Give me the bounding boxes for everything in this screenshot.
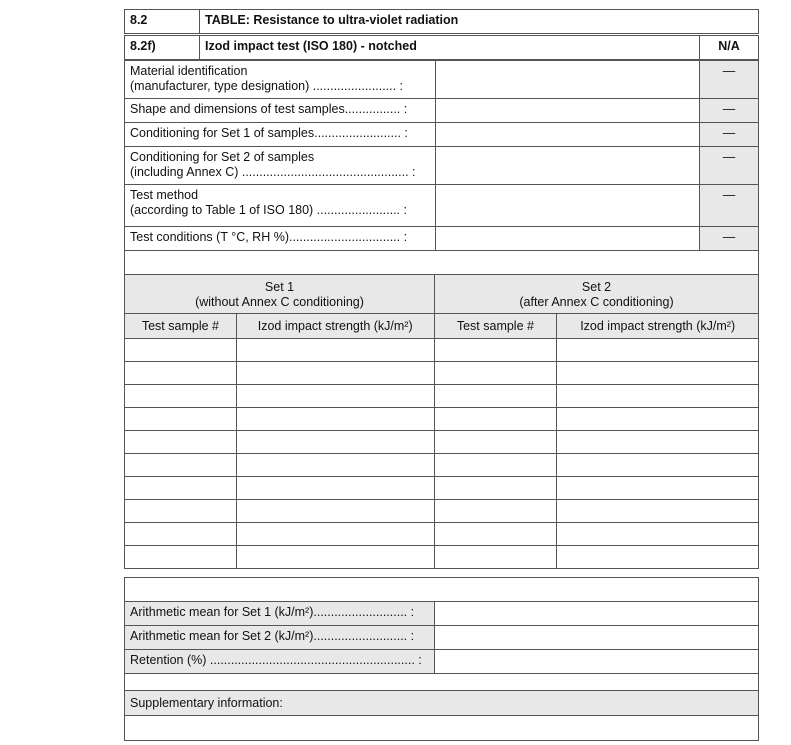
table-cell[interactable] <box>434 523 557 546</box>
col-header-sample-set2: Test sample # <box>434 314 557 339</box>
table-row <box>125 454 759 477</box>
table-cell[interactable] <box>557 523 759 546</box>
info-verdict: — <box>699 122 759 147</box>
info-label: Test conditions (T °C, RH %)................................ : <box>124 226 436 251</box>
results-header-row <box>125 314 759 339</box>
spacer-row <box>124 577 759 602</box>
table-cell[interactable] <box>125 454 237 477</box>
table-row <box>125 500 759 523</box>
subsection-number: 8.2f) <box>124 35 200 60</box>
table-cell[interactable] <box>236 477 434 500</box>
supplementary-field[interactable] <box>124 715 759 741</box>
supplementary-label: Supplementary information: <box>124 690 759 716</box>
table-cell[interactable] <box>557 500 759 523</box>
info-verdict: — <box>699 98 759 123</box>
table-cell[interactable] <box>557 385 759 408</box>
spacer-row <box>124 673 759 691</box>
table-cell[interactable] <box>236 500 434 523</box>
table-cell[interactable] <box>434 477 557 500</box>
table-cell[interactable] <box>125 385 237 408</box>
mean-set2-field[interactable] <box>434 625 759 650</box>
subsection-title: Izod impact test (ISO 180) - notched <box>199 35 700 60</box>
table-cell[interactable] <box>557 546 759 569</box>
table-cell[interactable] <box>236 408 434 431</box>
table-cell[interactable] <box>236 362 434 385</box>
retention-field[interactable] <box>434 649 759 674</box>
table-cell[interactable] <box>557 431 759 454</box>
table-cell[interactable] <box>434 339 557 362</box>
table-cell[interactable] <box>125 431 237 454</box>
table-row <box>125 477 759 500</box>
table-cell[interactable] <box>125 362 237 385</box>
table-cell[interactable] <box>236 546 434 569</box>
info-value-field[interactable] <box>435 122 700 147</box>
info-value-field[interactable] <box>435 60 700 99</box>
table-cell[interactable] <box>434 546 557 569</box>
info-verdict: — <box>699 146 759 185</box>
col-header-sample-set1: Test sample # <box>125 314 237 339</box>
col-header-strength-set2: Izod impact strength (kJ/m²) <box>557 314 759 339</box>
info-label: Shape and dimensions of test samples................ : <box>124 98 436 123</box>
retention-label: Retention (%) ........................................................... : <box>124 649 435 674</box>
table-cell[interactable] <box>125 408 237 431</box>
table-cell[interactable] <box>236 431 434 454</box>
table-cell[interactable] <box>434 431 557 454</box>
col-header-strength-set1: Izod impact strength (kJ/m²) <box>236 314 434 339</box>
table-title: TABLE: Resistance to ultra-violet radiation <box>199 9 759 34</box>
info-value-field[interactable] <box>435 184 700 227</box>
table-cell[interactable] <box>125 477 237 500</box>
info-value-field[interactable] <box>435 146 700 185</box>
info-verdict: — <box>699 184 759 227</box>
table-cell[interactable] <box>557 477 759 500</box>
results-table <box>124 313 759 569</box>
table-cell[interactable] <box>125 546 237 569</box>
table-row <box>125 546 759 569</box>
mean-set1-label: Arithmetic mean for Set 1 (kJ/m²)........................... : <box>124 601 435 626</box>
table-cell[interactable] <box>557 362 759 385</box>
table-cell[interactable] <box>236 385 434 408</box>
table-cell[interactable] <box>125 523 237 546</box>
table-cell[interactable] <box>236 454 434 477</box>
info-value-field[interactable] <box>435 98 700 123</box>
table-cell[interactable] <box>125 500 237 523</box>
section-number: 8.2 <box>124 9 200 34</box>
spacer-row <box>124 250 759 275</box>
table-cell[interactable] <box>557 408 759 431</box>
table-row <box>125 523 759 546</box>
table-cell[interactable] <box>557 339 759 362</box>
table-row <box>125 408 759 431</box>
mean-set1-field[interactable] <box>434 601 759 626</box>
table-cell[interactable] <box>434 408 557 431</box>
set1-header: Set 1 (without Annex C conditioning) <box>124 274 435 314</box>
info-label: Material identification (manufacturer, type designation) ........................ : <box>124 60 436 99</box>
set2-header: Set 2 (after Annex C conditioning) <box>434 274 759 314</box>
table-row <box>125 431 759 454</box>
info-verdict: — <box>699 226 759 251</box>
table-cell[interactable] <box>434 362 557 385</box>
table-row <box>125 385 759 408</box>
table-row <box>125 362 759 385</box>
info-label: Conditioning for Set 2 of samples (including Annex C) ................................................ : <box>124 146 436 185</box>
table-cell[interactable] <box>434 385 557 408</box>
info-label: Conditioning for Set 1 of samples......................... : <box>124 122 436 147</box>
table-cell[interactable] <box>236 523 434 546</box>
info-label: Test method (according to Table 1 of ISO 180) ........................ : <box>124 184 436 227</box>
table-cell[interactable] <box>434 500 557 523</box>
mean-set2-label: Arithmetic mean for Set 2 (kJ/m²)........................... : <box>124 625 435 650</box>
table-cell[interactable] <box>125 339 237 362</box>
subsection-verdict: N/A <box>699 35 759 60</box>
table-row <box>125 339 759 362</box>
table-cell[interactable] <box>236 339 434 362</box>
info-value-field[interactable] <box>435 226 700 251</box>
table-cell[interactable] <box>434 454 557 477</box>
info-verdict: — <box>699 60 759 99</box>
table-cell[interactable] <box>557 454 759 477</box>
